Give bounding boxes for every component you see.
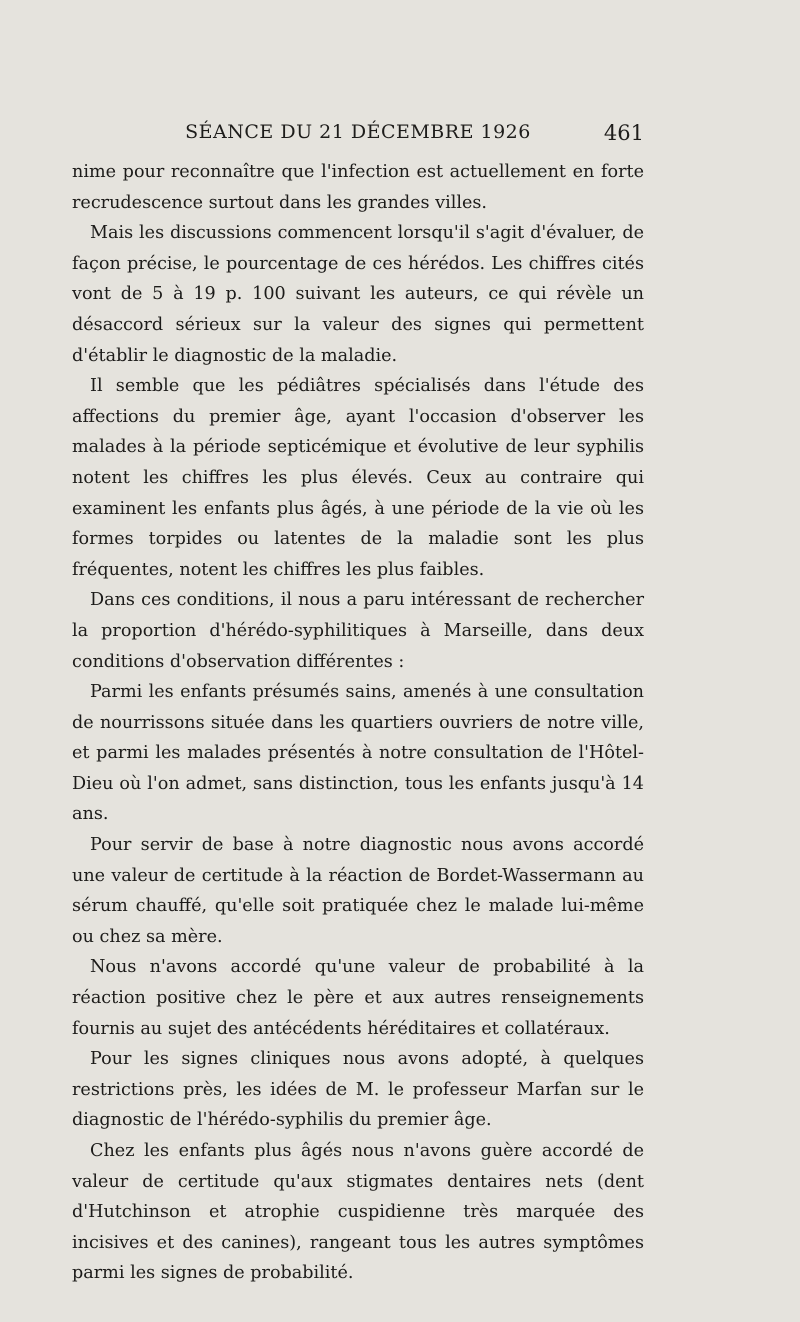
- paragraph-8: Pour les signes cliniques nous avons adopté, à quelques restrictions près, les idées de M. le professeur Marfan sur le diagnostic de l'hérédo-syphilis du premier âge.: [72, 1049, 644, 1131]
- paragraph-4: Dans ces conditions, il nous a paru intéressant de rechercher la proportion d'hérédo-syphilitiques à Marseille, dans deux conditions d'observation différentes :: [72, 590, 644, 672]
- paragraph-1: nime pour reconnaître que l'infection est actuellement en forte recrudescence surtout dans les grandes villes.: [72, 162, 644, 213]
- paragraph-9: Chez les enfants plus âgés nous n'avons guère accordé de valeur de certitude qu'aux stigmates dentaires nets (dent d'Hutchinson et atrophie cuspidienne très marquée des incisives et des canines), rangeant tous les autres symptômes parmi les signes de probabilité.: [72, 1141, 644, 1284]
- paragraph-6: Pour servir de base à notre diagnostic nous avons accordé une valeur de certitude à la réaction de Bordet-Wassermann au sérum chauffé, qu'elle soit pratiquée chez le malade lui-même ou chez sa mère.: [72, 835, 644, 947]
- paragraph-3: Il semble que les pédiâtres spécialisés dans l'étude des affections du premier âge, ayant l'occasion d'observer les malades à la période septicémique et évolutive de leur syphilis notent les chiffres les plus élevés. Ceux au contraire qui examinent les enfants plus âgés, à une période de la vie où les formes torpides ou latentes de la maladie sont les plus fréquentes, notent les chiffres les plus faibles.: [72, 376, 644, 580]
- paragraph-5: Parmi les enfants présumés sains, amenés à une consultation de nourrissons située dans les quartiers ouvriers de notre ville, et parmi les malades présentés à notre consultation de l'Hôtel-Dieu où l'on admet, sans distinction, tous les enfants jusqu'à 14 ans.: [72, 682, 644, 825]
- page-number: 461: [603, 121, 644, 145]
- running-title: SÉANCE DU 21 DÉCEMBRE 1926: [185, 121, 531, 143]
- running-header: [72, 121, 644, 151]
- paragraph-2: Mais les discussions commencent lorsqu'il s'agit d'évaluer, de façon précise, le pourcentage de ces hérédos. Les chiffres cités vont de 5 à 19 p. 100 suivant les auteurs, ce qui révèle un désaccord sérieux sur la valeur des signes qui permettent d'établir le diagnostic de la maladie.: [72, 223, 644, 366]
- paragraph-7: Nous n'avons accordé qu'une valeur de probabilité à la réaction positive chez le père et aux autres renseignements fournis au sujet des antécédents héréditaires et collatéraux.: [72, 957, 644, 1039]
- body-text: [72, 157, 644, 1289]
